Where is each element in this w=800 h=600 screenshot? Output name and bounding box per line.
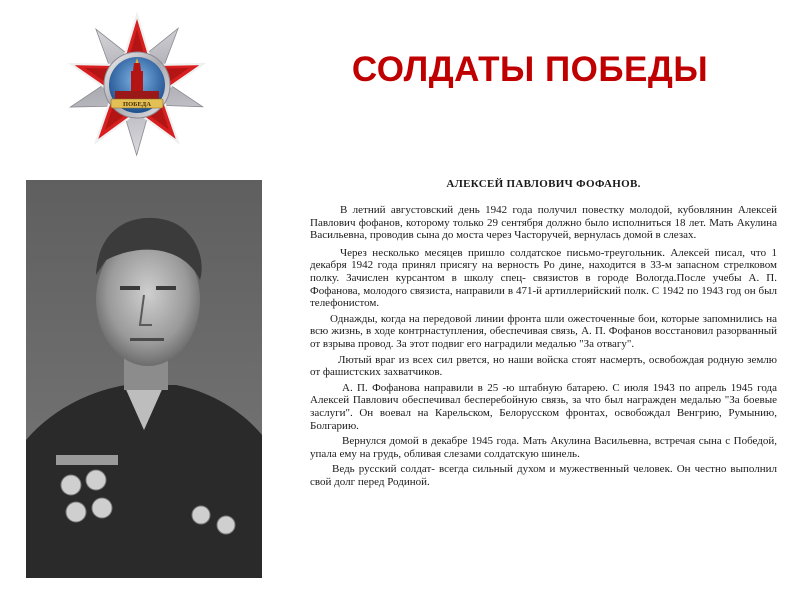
paragraph-5: А. П. Фофанова направили в 25 -ю штабную батарею. С июля 1943 по апрель 1945 года Алексей Павлович обеспечивал бесперебойную связь, за что был награжден медалью "За боевые заслуги". Он воевал на Карельском, Белорусском фронтах, освобождал Венгрию, Румынию, Болгарию. <box>310 381 777 432</box>
paragraph-6: Вернулся домой в декабре 1945 года. Мать Акулина Васильевна, встречая сына с Победой, упала ему на грудь, обливая слезами солдатскую шинель. <box>310 435 777 460</box>
article-heading: АЛЕКСЕЙ ПАВЛОВИЧ ФОФАНОВ. <box>446 178 641 190</box>
paragraph-4: Лютый враг из всех сил рвется, но наши войска стоят насмерть, освобождая родную землю от фашистских захватчиков. <box>310 353 777 379</box>
paragraph-2: Через несколько месяцев пришло солдатское письмо-треугольник. Алексей писал, что 1 декабря 1942 года принял присягу на верность Ро дине, находится в 33-м запасном стрелковом полку. Зачислен курсантом в школу спец- связистов в городе Вологда.После учебы А. П. Фофанова, молодого связиста, направили в 471-й артиллерийский полк. С 1942 по 1943 год он был телефонистом. <box>310 246 777 310</box>
paragraph-7: Ведь русский солдат- всегда сильный духом и мужественный человек. Он честно выполнил свой долг перед Родиной. <box>310 463 777 488</box>
order-of-victory-icon <box>62 8 212 158</box>
article <box>310 178 777 488</box>
paragraph-3: Однажды, когда на передовой линии фронта шли ожесточенные бои, которые запомнились на всю жизнь, в ходе контрнаступления, обеспечивая связь, А. П. Фофанов восстановил разорванный от взрыва провод. За этот подвиг его наградили медалью "За отвагу". <box>310 312 777 350</box>
paragraph-1: В летний августовский день 1942 года получил повестку молодой, кубовлянин Алексей Павлович фофанов, которому только 29 сентября должно было исполниться 18 лет. Мать Акулина Васильевна, проводив сына до моста через Часторучей, вернулась домой в слезах. <box>310 204 777 242</box>
order-badge-text: ПОБЕДА <box>123 101 151 108</box>
soldier-portrait <box>26 180 262 578</box>
page-title: СОЛДАТЫ ПОБЕДЫ <box>351 50 709 89</box>
